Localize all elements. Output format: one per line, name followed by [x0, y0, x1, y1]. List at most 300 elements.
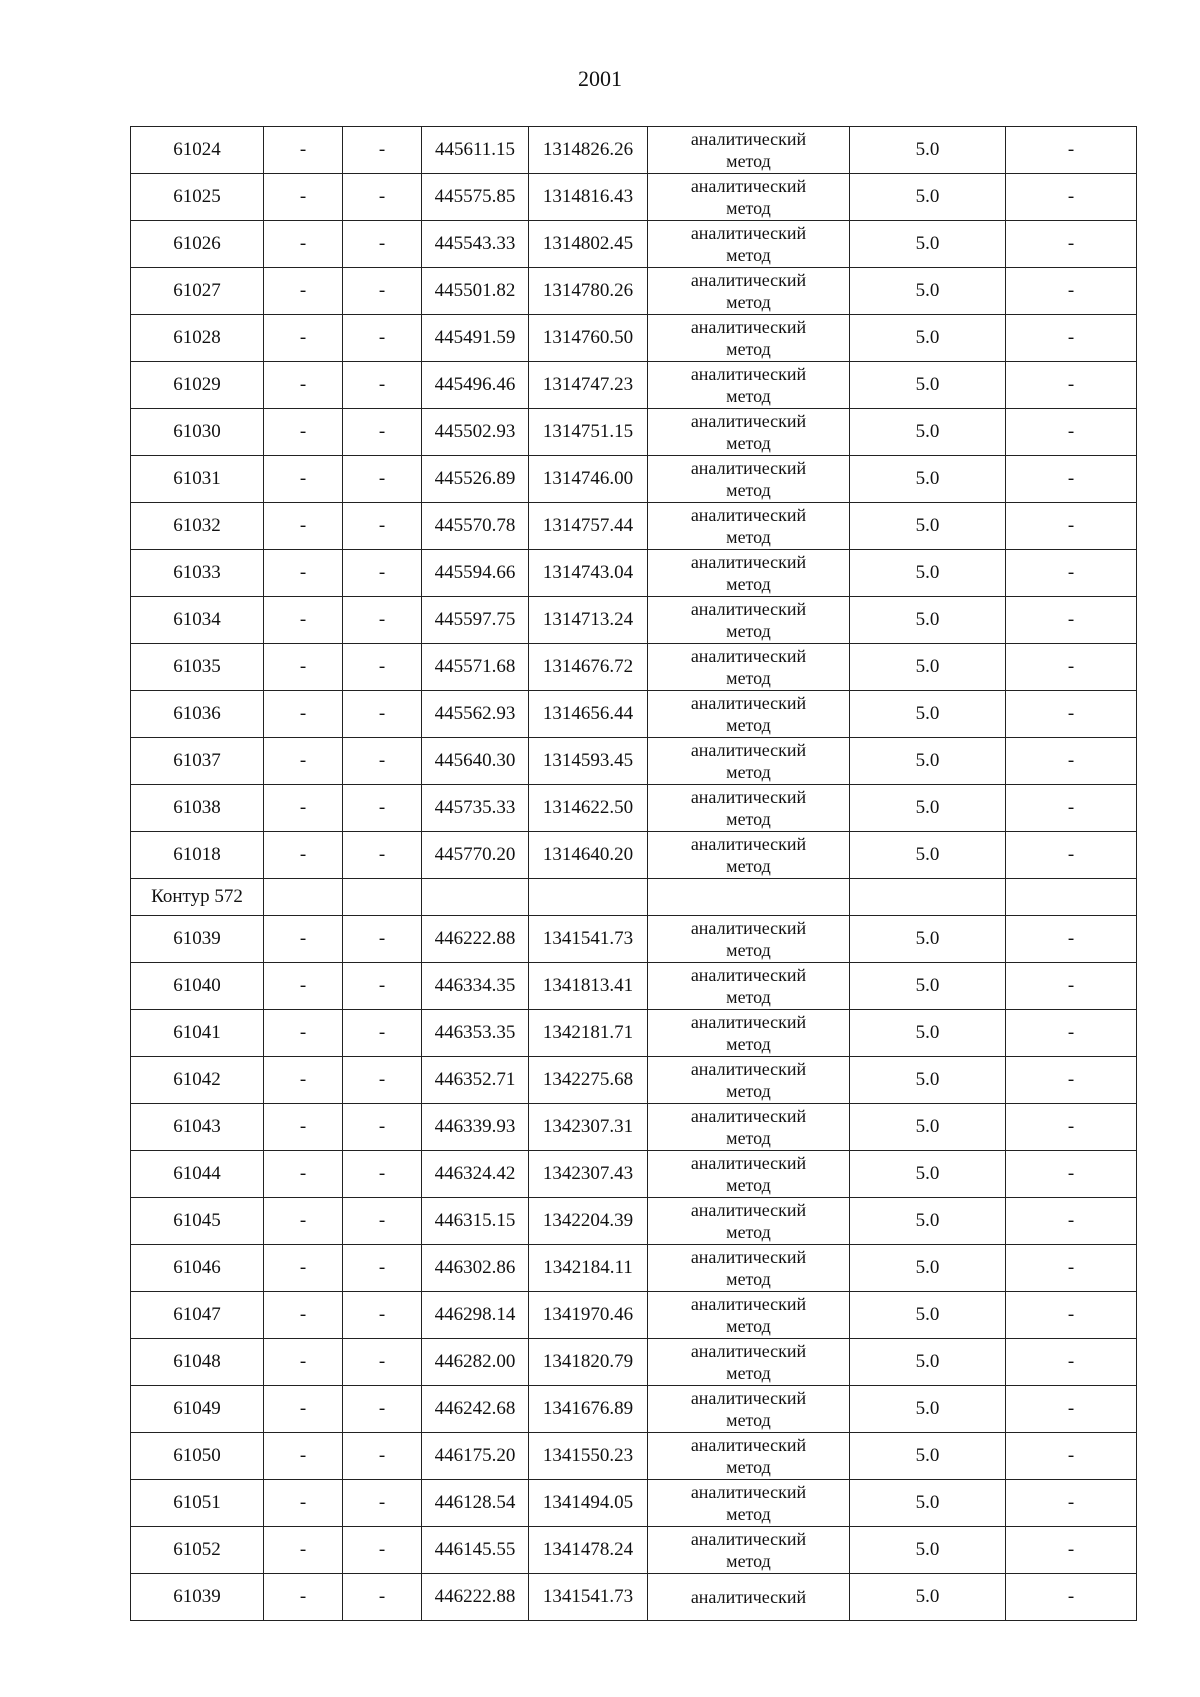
method-cell [648, 1433, 850, 1480]
x-coordinate-cell: 446145.55 [422, 1527, 529, 1574]
y-coordinate-cell: 1341494.05 [529, 1480, 648, 1527]
column-3-cell: - [343, 268, 422, 315]
accuracy-cell: 5.0 [850, 174, 1006, 221]
x-coordinate-cell: 445575.85 [422, 174, 529, 221]
column-2-cell: - [264, 1104, 343, 1151]
y-coordinate-cell: 1342275.68 [529, 1057, 648, 1104]
point-id-cell: 61036 [131, 691, 264, 738]
table-body [131, 127, 1137, 1621]
column-2-cell: - [264, 503, 343, 550]
method-cell [648, 1292, 850, 1339]
point-id-cell: 61039 [131, 1574, 264, 1621]
y-coordinate-cell: 1342307.43 [529, 1151, 648, 1198]
empty-cell [422, 879, 529, 916]
accuracy-cell: 5.0 [850, 1104, 1006, 1151]
accuracy-cell: 5.0 [850, 221, 1006, 268]
method-text: метод [726, 198, 771, 218]
accuracy-cell: 5.0 [850, 1433, 1006, 1480]
method-cell [648, 1245, 850, 1292]
accuracy-cell: 5.0 [850, 1010, 1006, 1057]
x-coordinate-cell: 445640.30 [422, 738, 529, 785]
accuracy-cell: 5.0 [850, 916, 1006, 963]
column-2-cell: - [264, 1057, 343, 1104]
column-3-cell: - [343, 1104, 422, 1151]
column-2-cell: - [264, 916, 343, 963]
table-row [131, 1151, 1137, 1198]
accuracy-cell: 5.0 [850, 550, 1006, 597]
y-coordinate-cell: 1314713.24 [529, 597, 648, 644]
x-coordinate-cell: 446222.88 [422, 916, 529, 963]
column-3-cell: - [343, 691, 422, 738]
point-id-cell: 61048 [131, 1339, 264, 1386]
empty-cell [850, 879, 1006, 916]
column-3-cell: - [343, 1339, 422, 1386]
x-coordinate-cell: 445570.78 [422, 503, 529, 550]
empty-cell [529, 879, 648, 916]
method-cell [648, 1386, 850, 1433]
table-row [131, 315, 1137, 362]
method-text: аналитический [690, 1106, 807, 1126]
accuracy-cell: 5.0 [850, 127, 1006, 174]
table-row [131, 1198, 1137, 1245]
method-cell [648, 221, 850, 268]
method-text: аналитический [690, 1587, 807, 1607]
method-text: аналитический [690, 176, 807, 196]
table-row [131, 503, 1137, 550]
accuracy-cell: 5.0 [850, 691, 1006, 738]
column-2-cell: - [264, 1574, 343, 1621]
note-cell: - [1006, 268, 1137, 315]
method-text: аналитический [690, 552, 807, 572]
table-row [131, 1010, 1137, 1057]
point-id-cell: 61037 [131, 738, 264, 785]
method-text: аналитический [690, 599, 807, 619]
method-text: метод [726, 809, 771, 829]
x-coordinate-cell: 445496.46 [422, 362, 529, 409]
x-coordinate-cell: 446222.88 [422, 1574, 529, 1621]
column-3-cell: - [343, 550, 422, 597]
method-cell [648, 174, 850, 221]
table-row [131, 268, 1137, 315]
table-row [131, 1480, 1137, 1527]
point-id-cell: 61033 [131, 550, 264, 597]
y-coordinate-cell: 1342204.39 [529, 1198, 648, 1245]
column-2-cell: - [264, 221, 343, 268]
column-3-cell: - [343, 127, 422, 174]
point-id-cell: 61044 [131, 1151, 264, 1198]
x-coordinate-cell: 446302.86 [422, 1245, 529, 1292]
note-cell: - [1006, 1245, 1137, 1292]
note-cell: - [1006, 315, 1137, 362]
method-text: аналитический [690, 1153, 807, 1173]
accuracy-cell: 5.0 [850, 1245, 1006, 1292]
note-cell: - [1006, 1104, 1137, 1151]
table-row [131, 1386, 1137, 1433]
method-cell [648, 1104, 850, 1151]
method-cell [648, 691, 850, 738]
contour-header-row [131, 879, 1137, 916]
column-3-cell: - [343, 644, 422, 691]
column-2-cell: - [264, 832, 343, 879]
method-cell [648, 832, 850, 879]
note-cell: - [1006, 785, 1137, 832]
note-cell: - [1006, 1527, 1137, 1574]
y-coordinate-cell: 1314780.26 [529, 268, 648, 315]
table-row [131, 174, 1137, 221]
method-text: метод [726, 574, 771, 594]
method-cell [648, 1480, 850, 1527]
column-3-cell: - [343, 1057, 422, 1104]
x-coordinate-cell: 446298.14 [422, 1292, 529, 1339]
column-3-cell: - [343, 503, 422, 550]
method-text: метод [726, 292, 771, 312]
method-text: метод [726, 339, 771, 359]
method-text: метод [726, 433, 771, 453]
accuracy-cell: 5.0 [850, 1057, 1006, 1104]
method-text: метод [726, 386, 771, 406]
note-cell: - [1006, 1386, 1137, 1433]
column-2-cell: - [264, 1339, 343, 1386]
method-text: метод [726, 1222, 771, 1242]
table-row [131, 597, 1137, 644]
note-cell: - [1006, 644, 1137, 691]
point-id-cell: 61051 [131, 1480, 264, 1527]
note-cell: - [1006, 1292, 1137, 1339]
method-cell [648, 315, 850, 362]
column-2-cell: - [264, 1292, 343, 1339]
x-coordinate-cell: 445502.93 [422, 409, 529, 456]
method-text: аналитический [690, 1435, 807, 1455]
method-text: аналитический [690, 270, 807, 290]
point-id-cell: 61028 [131, 315, 264, 362]
x-coordinate-cell: 446334.35 [422, 963, 529, 1010]
note-cell: - [1006, 503, 1137, 550]
x-coordinate-cell: 445597.75 [422, 597, 529, 644]
method-text: аналитический [690, 317, 807, 337]
y-coordinate-cell: 1314743.04 [529, 550, 648, 597]
method-cell [648, 1574, 850, 1621]
column-3-cell: - [343, 832, 422, 879]
point-id-cell: 61018 [131, 832, 264, 879]
column-2-cell: - [264, 1527, 343, 1574]
point-id-cell: 61046 [131, 1245, 264, 1292]
method-cell [648, 1057, 850, 1104]
point-id-cell: 61047 [131, 1292, 264, 1339]
empty-cell [1006, 879, 1137, 916]
method-text: аналитический [690, 740, 807, 760]
method-text: метод [726, 151, 771, 171]
note-cell: - [1006, 1480, 1137, 1527]
table-row [131, 221, 1137, 268]
note-cell: - [1006, 832, 1137, 879]
method-cell [648, 1151, 850, 1198]
y-coordinate-cell: 1341478.24 [529, 1527, 648, 1574]
note-cell: - [1006, 409, 1137, 456]
note-cell: - [1006, 1057, 1137, 1104]
method-text: метод [726, 940, 771, 960]
method-text: метод [726, 856, 771, 876]
column-2-cell: - [264, 738, 343, 785]
table-row [131, 456, 1137, 503]
accuracy-cell: 5.0 [850, 456, 1006, 503]
y-coordinate-cell: 1314751.15 [529, 409, 648, 456]
y-coordinate-cell: 1314757.44 [529, 503, 648, 550]
method-text: метод [726, 1128, 771, 1148]
table-row [131, 1574, 1137, 1621]
y-coordinate-cell: 1342181.71 [529, 1010, 648, 1057]
column-3-cell: - [343, 315, 422, 362]
y-coordinate-cell: 1314826.26 [529, 127, 648, 174]
table-row [131, 550, 1137, 597]
y-coordinate-cell: 1314593.45 [529, 738, 648, 785]
column-3-cell: - [343, 597, 422, 644]
table-row [131, 832, 1137, 879]
note-cell: - [1006, 221, 1137, 268]
point-id-cell: 61029 [131, 362, 264, 409]
table-row [131, 1339, 1137, 1386]
column-3-cell: - [343, 1386, 422, 1433]
y-coordinate-cell: 1314816.43 [529, 174, 648, 221]
x-coordinate-cell: 446282.00 [422, 1339, 529, 1386]
column-2-cell: - [264, 127, 343, 174]
method-text: метод [726, 1410, 771, 1430]
method-text: аналитический [690, 364, 807, 384]
column-3-cell: - [343, 362, 422, 409]
method-text: аналитический [690, 918, 807, 938]
method-text: аналитический [690, 1388, 807, 1408]
x-coordinate-cell: 446128.54 [422, 1480, 529, 1527]
note-cell: - [1006, 1433, 1137, 1480]
y-coordinate-cell: 1314640.20 [529, 832, 648, 879]
method-text: метод [726, 245, 771, 265]
accuracy-cell: 5.0 [850, 362, 1006, 409]
column-3-cell: - [343, 963, 422, 1010]
column-2-cell: - [264, 597, 343, 644]
method-text: аналитический [690, 1059, 807, 1079]
accuracy-cell: 5.0 [850, 597, 1006, 644]
method-cell [648, 916, 850, 963]
method-text: метод [726, 715, 771, 735]
y-coordinate-cell: 1341813.41 [529, 963, 648, 1010]
point-id-cell: 61025 [131, 174, 264, 221]
method-text: метод [726, 1457, 771, 1477]
accuracy-cell: 5.0 [850, 268, 1006, 315]
y-coordinate-cell: 1341820.79 [529, 1339, 648, 1386]
accuracy-cell: 5.0 [850, 1151, 1006, 1198]
method-text: аналитический [690, 1247, 807, 1267]
y-coordinate-cell: 1314656.44 [529, 691, 648, 738]
column-3-cell: - [343, 916, 422, 963]
y-coordinate-cell: 1341970.46 [529, 1292, 648, 1339]
table-row [131, 1292, 1137, 1339]
x-coordinate-cell: 445770.20 [422, 832, 529, 879]
note-cell: - [1006, 456, 1137, 503]
x-coordinate-cell: 445562.93 [422, 691, 529, 738]
method-cell [648, 503, 850, 550]
method-text: аналитический [690, 646, 807, 666]
column-3-cell: - [343, 738, 422, 785]
column-3-cell: - [343, 409, 422, 456]
empty-cell [264, 879, 343, 916]
column-3-cell: - [343, 1527, 422, 1574]
method-text: аналитический [690, 1200, 807, 1220]
note-cell: - [1006, 1010, 1137, 1057]
method-text: метод [726, 668, 771, 688]
point-id-cell: 61041 [131, 1010, 264, 1057]
note-cell: - [1006, 963, 1137, 1010]
table-row [131, 127, 1137, 174]
method-text: аналитический [690, 1012, 807, 1032]
accuracy-cell: 5.0 [850, 1292, 1006, 1339]
column-2-cell: - [264, 550, 343, 597]
point-id-cell: 61050 [131, 1433, 264, 1480]
method-text: метод [726, 1316, 771, 1336]
x-coordinate-cell: 446242.68 [422, 1386, 529, 1433]
method-cell [648, 550, 850, 597]
y-coordinate-cell: 1341550.23 [529, 1433, 648, 1480]
accuracy-cell: 5.0 [850, 832, 1006, 879]
note-cell: - [1006, 174, 1137, 221]
coordinates-table [130, 126, 1137, 1621]
method-text: аналитический [690, 1529, 807, 1549]
column-2-cell: - [264, 1151, 343, 1198]
y-coordinate-cell: 1314747.23 [529, 362, 648, 409]
method-cell [648, 456, 850, 503]
method-cell [648, 1339, 850, 1386]
column-2-cell: - [264, 691, 343, 738]
column-3-cell: - [343, 1198, 422, 1245]
contour-label: Контур 572 [131, 879, 264, 916]
point-id-cell: 61027 [131, 268, 264, 315]
x-coordinate-cell: 445543.33 [422, 221, 529, 268]
column-2-cell: - [264, 785, 343, 832]
y-coordinate-cell: 1341541.73 [529, 1574, 648, 1621]
x-coordinate-cell: 446339.93 [422, 1104, 529, 1151]
accuracy-cell: 5.0 [850, 963, 1006, 1010]
method-cell [648, 1010, 850, 1057]
method-text: аналитический [690, 411, 807, 431]
x-coordinate-cell: 445594.66 [422, 550, 529, 597]
table-row [131, 1104, 1137, 1151]
point-id-cell: 61032 [131, 503, 264, 550]
method-text: аналитический [690, 787, 807, 807]
table-row [131, 738, 1137, 785]
method-text: аналитический [690, 223, 807, 243]
column-3-cell: - [343, 221, 422, 268]
method-text: аналитический [690, 1294, 807, 1314]
accuracy-cell: 5.0 [850, 503, 1006, 550]
x-coordinate-cell: 446175.20 [422, 1433, 529, 1480]
column-2-cell: - [264, 1245, 343, 1292]
column-3-cell: - [343, 174, 422, 221]
point-id-cell: 61035 [131, 644, 264, 691]
method-cell [648, 644, 850, 691]
table-row [131, 1057, 1137, 1104]
column-2-cell: - [264, 268, 343, 315]
column-3-cell: - [343, 456, 422, 503]
method-text: аналитический [690, 834, 807, 854]
accuracy-cell: 5.0 [850, 1339, 1006, 1386]
table-row [131, 1245, 1137, 1292]
y-coordinate-cell: 1314746.00 [529, 456, 648, 503]
y-coordinate-cell: 1314676.72 [529, 644, 648, 691]
x-coordinate-cell: 445491.59 [422, 315, 529, 362]
method-text: аналитический [690, 1482, 807, 1502]
method-text: аналитический [690, 1341, 807, 1361]
table-row [131, 785, 1137, 832]
note-cell: - [1006, 127, 1137, 174]
accuracy-cell: 5.0 [850, 1386, 1006, 1433]
x-coordinate-cell: 446352.71 [422, 1057, 529, 1104]
y-coordinate-cell: 1314802.45 [529, 221, 648, 268]
method-text: метод [726, 987, 771, 1007]
note-cell: - [1006, 550, 1137, 597]
point-id-cell: 61034 [131, 597, 264, 644]
point-id-cell: 61030 [131, 409, 264, 456]
method-text: аналитический [690, 458, 807, 478]
accuracy-cell: 5.0 [850, 1198, 1006, 1245]
method-text: метод [726, 527, 771, 547]
note-cell: - [1006, 1574, 1137, 1621]
method-text: аналитический [690, 505, 807, 525]
y-coordinate-cell: 1314760.50 [529, 315, 648, 362]
empty-cell [648, 879, 850, 916]
method-text: метод [726, 1504, 771, 1524]
method-cell [648, 597, 850, 644]
column-2-cell: - [264, 1433, 343, 1480]
column-2-cell: - [264, 963, 343, 1010]
method-text: аналитический [690, 965, 807, 985]
table-row [131, 409, 1137, 456]
point-id-cell: 61040 [131, 963, 264, 1010]
method-text: метод [726, 1551, 771, 1571]
method-cell [648, 268, 850, 315]
table-row [131, 644, 1137, 691]
column-2-cell: - [264, 362, 343, 409]
method-text: метод [726, 762, 771, 782]
note-cell: - [1006, 916, 1137, 963]
point-id-cell: 61052 [131, 1527, 264, 1574]
column-2-cell: - [264, 1480, 343, 1527]
y-coordinate-cell: 1341676.89 [529, 1386, 648, 1433]
note-cell: - [1006, 362, 1137, 409]
point-id-cell: 61039 [131, 916, 264, 963]
point-id-cell: 61031 [131, 456, 264, 503]
column-2-cell: - [264, 1386, 343, 1433]
accuracy-cell: 5.0 [850, 1527, 1006, 1574]
method-text: метод [726, 1034, 771, 1054]
column-3-cell: - [343, 1010, 422, 1057]
column-2-cell: - [264, 174, 343, 221]
accuracy-cell: 5.0 [850, 738, 1006, 785]
x-coordinate-cell: 445526.89 [422, 456, 529, 503]
accuracy-cell: 5.0 [850, 1480, 1006, 1527]
column-2-cell: - [264, 315, 343, 362]
accuracy-cell: 5.0 [850, 785, 1006, 832]
x-coordinate-cell: 445501.82 [422, 268, 529, 315]
point-id-cell: 61043 [131, 1104, 264, 1151]
method-text: метод [726, 621, 771, 641]
method-cell [648, 785, 850, 832]
table-row [131, 1433, 1137, 1480]
method-text: аналитический [690, 693, 807, 713]
method-text: метод [726, 1081, 771, 1101]
column-3-cell: - [343, 1480, 422, 1527]
method-cell [648, 963, 850, 1010]
method-text: метод [726, 1175, 771, 1195]
column-3-cell: - [343, 1245, 422, 1292]
method-text: метод [726, 1363, 771, 1383]
